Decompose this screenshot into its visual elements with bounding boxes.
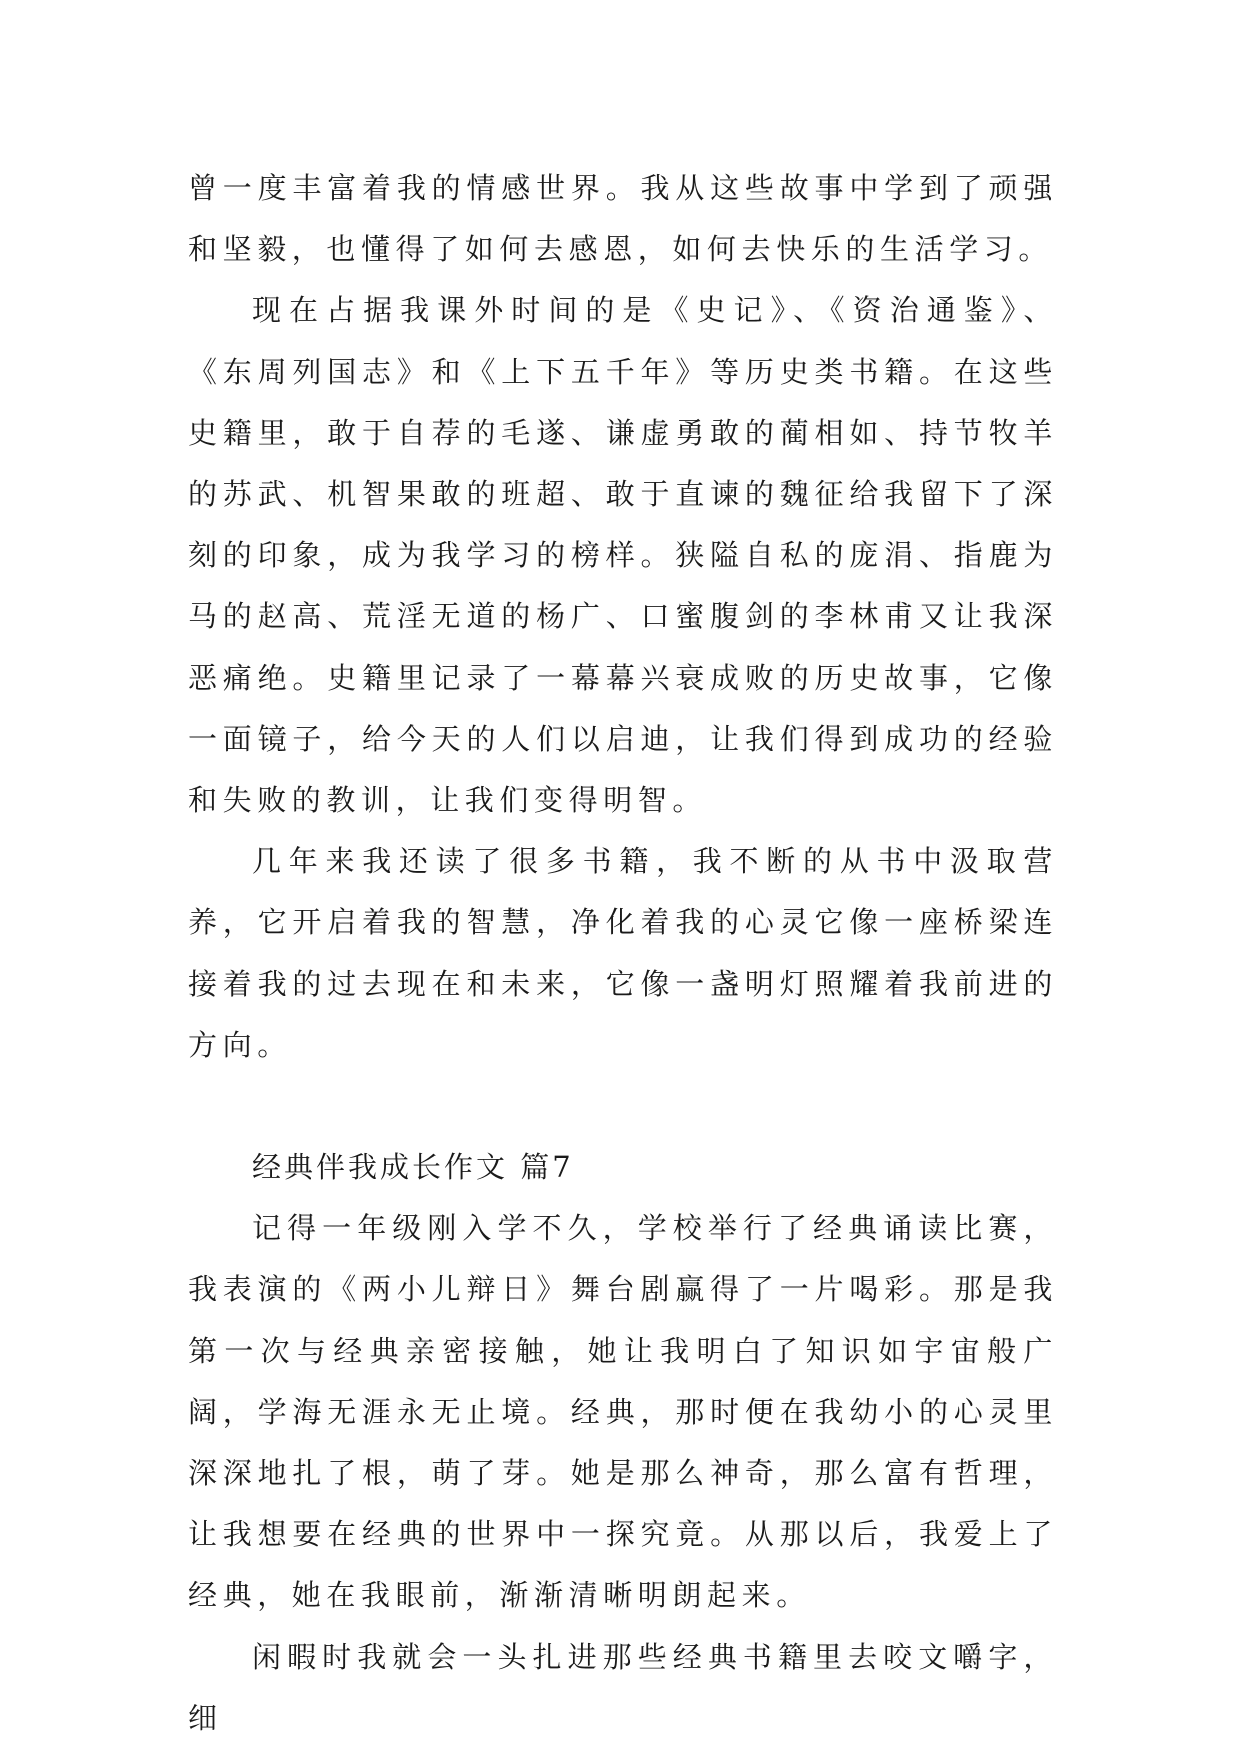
paragraph-history-books: 现在占据我课外时间的是《史记》、《资治通鉴》、《东周列国志》和《上下五千年》等历史类书籍。在这些史籍里，敢于自荐的毛遂、谦虚勇敢的蔺相如、持节牧羊的苏武、机智果敢的班超、敢于直谏的魏征给我留下了深刻的印象，成为我学习的榜样。狭隘自私的庞涓、指鹿为马的赵高、荒淫无道的杨广、口蜜腹剑的李林甫又让我深恶痛绝。史籍里记录了一幕幕兴衰成败的历史故事，它像一面镜子，给今天的人们以启迪，让我们得到成功的经验和失败的教训，让我们变得明智。 — [188, 293, 1058, 818]
paragraph-emotional-world: 曾一度丰富着我的情感世界。我从这些故事中学到了顽强和坚毅，也懂得了如何去感恩，如何去快乐的生活学习。 — [188, 171, 1058, 267]
paragraph-leisure-reading: 闲暇时我就会一头扎进那些经典书籍里去咬文嚼字，细 — [188, 1639, 1058, 1735]
paragraph-first-grade-recital: 记得一年级刚入学不久，学校举行了经典诵读比赛，我表演的《两小儿辩日》舞台剧赢得了一片喝彩。那是我第一次与经典亲密接触，她让我明白了知识如宇宙般广阔，学海无涯永无止境。经典，那时便在我幼小的心灵里深深地扎了根，萌了芽。她是那么神奇，那么富有哲理，让我想要在经典的世界中一探究竟。从那以后，我爱上了经典，她在我眼前，渐渐清晰明朗起来。 — [188, 1211, 1058, 1613]
paragraph-reading-growth: 几年来我还读了很多书籍，我不断的从书中汲取营养，它开启着我的智慧，净化着我的心灵它像一座桥梁连接着我的过去现在和未来，它像一盏明灯照耀着我前进的方向。 — [188, 844, 1058, 1062]
section-heading: 经典伴我成长作文 篇7 — [252, 1150, 574, 1185]
document-body — [188, 158, 1058, 1749]
section-spacer — [188, 1076, 1058, 1137]
